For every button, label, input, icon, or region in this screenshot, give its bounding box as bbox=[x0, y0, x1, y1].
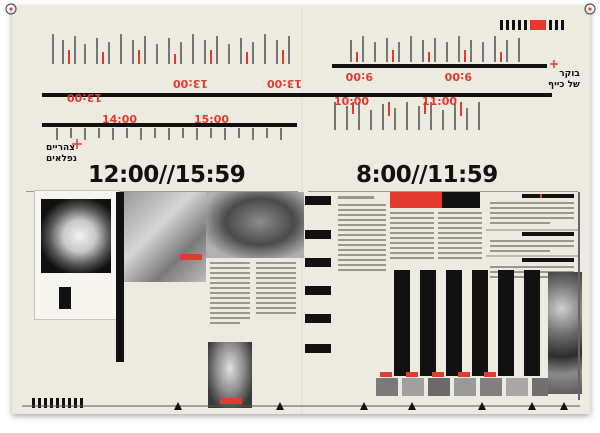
plus-icon bbox=[550, 60, 558, 68]
thumbnail-photo bbox=[376, 378, 398, 396]
caption-tag bbox=[180, 254, 202, 260]
thumbnail-photo bbox=[402, 378, 424, 396]
bottom-baseline bbox=[12, 400, 590, 414]
thumbnail-photo bbox=[454, 378, 476, 396]
sidebar-item bbox=[305, 314, 331, 323]
sidebar-item bbox=[305, 286, 331, 295]
sidebar-item bbox=[305, 196, 331, 205]
svg-text:9:00: 9:00 bbox=[444, 70, 472, 83]
text-columns-right-b bbox=[390, 212, 482, 272]
magazine-spread bbox=[12, 6, 590, 414]
section-label-line2: נפלאים bbox=[46, 154, 77, 164]
vertical-bar bbox=[498, 270, 514, 376]
photo-film-strip bbox=[116, 192, 124, 362]
svg-text:10:00: 10:00 bbox=[334, 95, 370, 108]
svg-text:14:00: 14:00 bbox=[102, 113, 138, 126]
text-columns-right-a bbox=[338, 196, 390, 296]
section-label-right bbox=[548, 70, 580, 90]
section-label-line2: של כייף bbox=[548, 80, 580, 90]
timeline-graphic bbox=[12, 6, 590, 146]
section-label-line1: צהריים bbox=[46, 143, 76, 153]
kitchen-photo bbox=[124, 192, 206, 282]
caption-tag-row bbox=[376, 372, 548, 378]
thumbnail-photo bbox=[428, 378, 450, 396]
pepper-photo bbox=[41, 199, 111, 273]
section-label-line1: בוקר bbox=[559, 69, 580, 79]
svg-text:13:00: 13:00 bbox=[172, 77, 208, 90]
svg-text:15:00: 15:00 bbox=[194, 113, 230, 126]
barcode-strip bbox=[500, 20, 564, 30]
vertical-bar bbox=[446, 270, 462, 376]
vertical-bar bbox=[394, 270, 410, 376]
fruit-photo bbox=[548, 272, 582, 394]
sidebar-item bbox=[305, 258, 331, 267]
poster-card bbox=[34, 190, 120, 320]
page-title-right: 8:00//11:59 bbox=[356, 162, 498, 188]
svg-text:11:00: 11:00 bbox=[422, 95, 458, 108]
sidebar-item bbox=[305, 230, 331, 239]
right-margin-column bbox=[578, 192, 580, 400]
svg-text:13:00: 13:00 bbox=[66, 91, 102, 104]
feature-header-box bbox=[442, 192, 480, 208]
vertical-bar bbox=[420, 270, 436, 376]
thumbnail-photo bbox=[506, 378, 528, 396]
thumbnail-row bbox=[376, 378, 548, 398]
plus-icon bbox=[72, 136, 82, 146]
vertical-bar bbox=[472, 270, 488, 376]
thumbnail-photo bbox=[532, 378, 548, 396]
svg-text:9:00: 9:00 bbox=[345, 70, 373, 83]
text-columns-left bbox=[208, 260, 302, 346]
vertical-bar bbox=[524, 270, 540, 376]
svg-text:13:00: 13:00 bbox=[266, 77, 302, 90]
poster-logo bbox=[59, 287, 71, 309]
page-title-left: 12:00//15:59 bbox=[88, 162, 246, 188]
sidebar-item bbox=[305, 344, 331, 353]
thumbnail-photo bbox=[480, 378, 502, 396]
left-side-column bbox=[305, 196, 335, 396]
man-photo bbox=[206, 192, 304, 258]
feature-header-box bbox=[390, 192, 442, 208]
vertical-bar-group bbox=[390, 270, 542, 376]
